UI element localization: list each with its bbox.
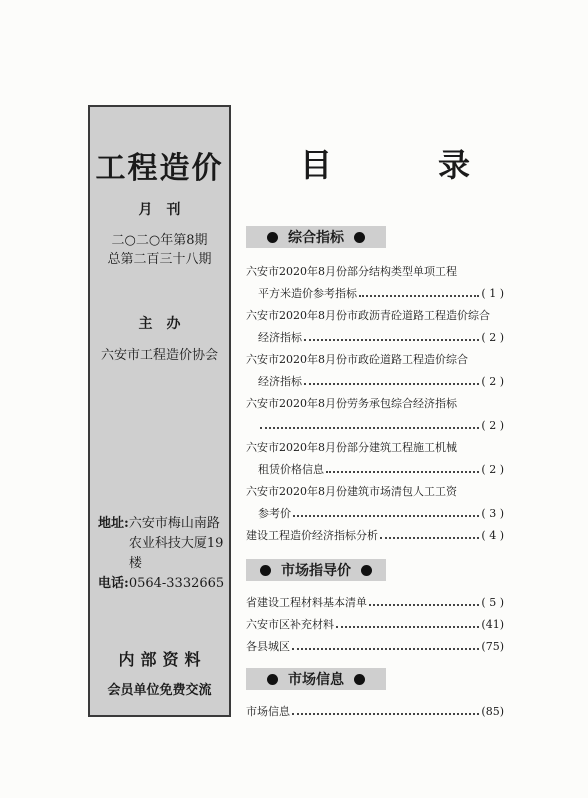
host-name: 六安市工程造价协会	[100, 348, 218, 363]
toc-entry-text: 参考价	[258, 507, 291, 520]
address-value: 六安市梅山南路农业科技大厦19楼	[128, 516, 224, 571]
toc-entry[interactable]	[258, 287, 504, 301]
internal-material: 内部资料	[118, 650, 207, 669]
page-number: (75)	[481, 640, 504, 653]
dot-leader	[380, 537, 479, 539]
toc-entry-text: 平方米造价参考指标	[258, 287, 357, 300]
total-issue: 总第二百三十八期	[107, 252, 212, 267]
address-key: 地址:	[98, 516, 129, 531]
toc-entry[interactable]	[258, 419, 504, 433]
section-header-market-info	[246, 668, 386, 690]
toc-entry-text: 六安市区补充材料	[246, 618, 334, 631]
toc-entry-line: 六安市2020年8月份部分结构类型单项工程	[246, 265, 457, 278]
page-number: ( 2 )	[481, 375, 504, 388]
toc-entry-line: 六安市2020年8月份劳务承包综合经济指标	[246, 397, 457, 410]
dot-leader	[260, 427, 479, 429]
dot-leader	[293, 515, 479, 517]
page-number: (41)	[481, 618, 504, 631]
magazine-title: 工程造价	[95, 151, 224, 186]
page-number: ( 2 )	[481, 463, 504, 476]
toc-entry[interactable]	[258, 375, 504, 389]
dot-leader	[292, 713, 479, 715]
toc-entry-line: 六安市2020年8月份市政沥青砼道路工程造价综合	[246, 309, 490, 322]
phone-value: 0564-3332665	[128, 576, 225, 591]
phone-key: 电话:	[98, 576, 129, 591]
page-number: (85)	[481, 705, 504, 718]
dot-leader	[304, 339, 479, 341]
toc-entry[interactable]	[246, 618, 504, 632]
free-exchange: 会员单位免费交流	[107, 683, 212, 698]
toc-entry-text: 市场信息	[246, 705, 290, 718]
dot-leader	[359, 295, 479, 297]
section-header-market-guide	[246, 559, 386, 581]
toc-entry[interactable]	[246, 596, 504, 610]
monthly-label: 月刊	[138, 202, 195, 218]
toc-entry[interactable]	[246, 529, 504, 543]
address-row	[98, 514, 228, 574]
contact-block	[98, 514, 228, 594]
phone-row	[98, 574, 228, 594]
bullet-icon	[354, 232, 365, 243]
dot-leader	[326, 471, 479, 473]
dot-leader	[292, 648, 479, 650]
toc-entry-text: 经济指标	[258, 375, 302, 388]
page-number: ( 2 )	[481, 331, 504, 344]
toc-entry[interactable]	[246, 640, 504, 654]
page-number: ( 5 )	[481, 596, 504, 609]
toc-entry[interactable]	[258, 463, 504, 477]
section-label: 综合指标	[288, 230, 344, 246]
bullet-icon	[267, 232, 278, 243]
section-label: 市场信息	[288, 672, 344, 688]
toc-entry-text: 省建设工程材料基本清单	[246, 596, 367, 609]
toc-entry-line: 六安市2020年8月份市政砼道路工程造价综合	[246, 353, 468, 366]
section-label: 市场指导价	[281, 563, 351, 579]
bullet-icon	[354, 674, 365, 685]
toc-entry-text: 经济指标	[258, 331, 302, 344]
toc-entry[interactable]	[246, 705, 504, 719]
dot-leader	[304, 383, 479, 385]
bullet-icon	[260, 565, 271, 576]
toc-title-left: 目	[300, 146, 333, 184]
dot-leader	[336, 626, 479, 628]
toc-entry[interactable]	[258, 507, 504, 521]
page-number: ( 3 )	[481, 507, 504, 520]
dot-leader	[369, 604, 479, 606]
toc-title	[300, 140, 470, 186]
cover-sidebar	[88, 105, 231, 717]
toc-entry[interactable]	[258, 331, 504, 345]
issue-number: 二○二○年第8期	[111, 233, 208, 248]
toc-entry-text: 建设工程造价经济指标分析	[246, 529, 378, 542]
bullet-icon	[267, 674, 278, 685]
toc-entry-text: 各县城区	[246, 640, 290, 653]
toc-entry-line: 六安市2020年8月份部分建筑工程施工机械	[246, 441, 457, 454]
toc-entry-line: 六安市2020年8月份建筑市场清包人工工资	[246, 485, 457, 498]
page-number: ( 4 )	[481, 529, 504, 542]
page-number: ( 1 )	[481, 287, 504, 300]
toc-title-right: 录	[437, 146, 470, 184]
toc-entry-text: 租赁价格信息	[258, 463, 324, 476]
page-number: ( 2 )	[481, 419, 504, 432]
host-label: 主办	[138, 316, 195, 332]
section-header-comprehensive	[246, 226, 386, 248]
bullet-icon	[361, 565, 372, 576]
